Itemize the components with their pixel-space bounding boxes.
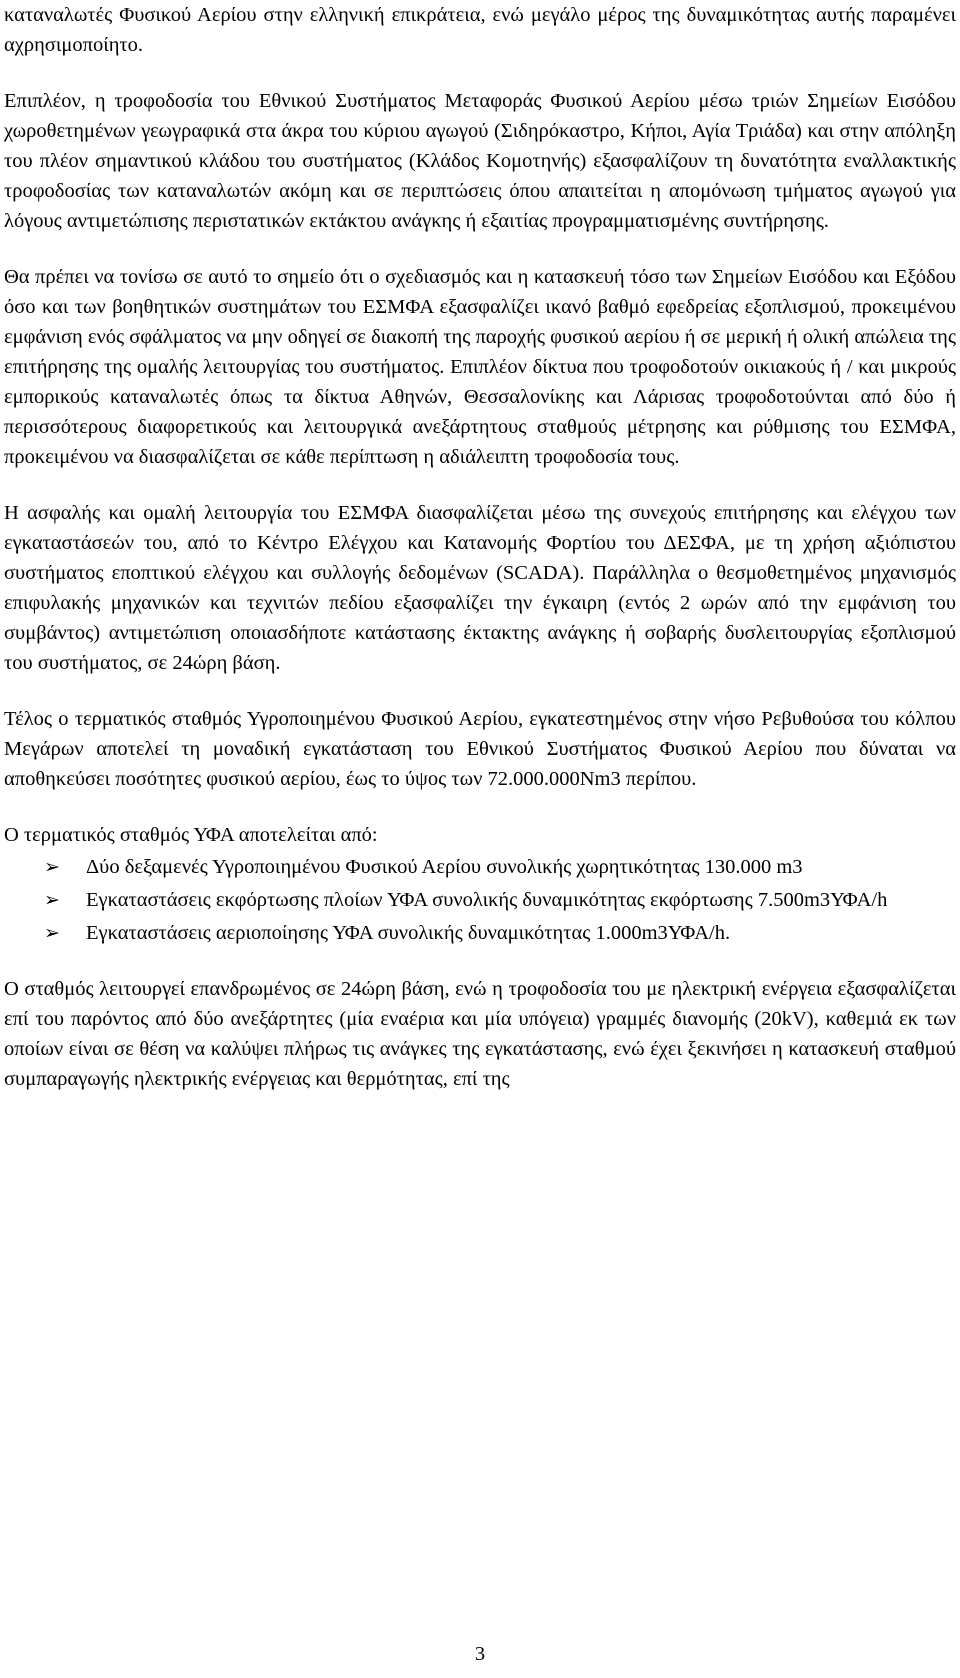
list-item: [4, 852, 956, 882]
list-item: [4, 918, 956, 948]
page-number: 3: [474, 1643, 486, 1665]
paragraph-3: Θα πρέπει να τονίσω σε αυτό το σημείο ότι ο σχεδιασμός και η κατασκευή τόσο των Σημείων Εισόδου και Εξόδου όσο και των βοηθητικών συστημάτων του ΕΣΜΦΑ εξασφαλίζει ικανό βαθμό εφεδρείας εξοπλισμού, προκειμένου εμφάνιση ενός σφάλματος να μην οδηγεί σε διακοπή της παροχής φυσικού αερίου ή σε μερική ή ολική απώλεια της επιτήρησης της ομαλής λειτουργίας του συστήματος. Επιπλέον δίκτυα που τροφοδοτούν οικιακούς ή / και μικρούς εμπορικούς καταναλωτές όπως τα δίκτυα Αθηνών, Θεσσαλονίκης και Λάρισας τροφοδοτούνται από δύο ή περισσότερους διαφορετικούς και λειτουργικά ανεξάρτητους σταθμούς μέτρησης και ρύθμισης του ΕΣΜΦΑ, προκειμένου να διασφαλίζεται σε κάθε περίπτωση η αδιάλειπτη τροφοδοσία τους.: [4, 266, 956, 468]
paragraph-1: καταναλωτές Φυσικού Αερίου στην ελληνική επικράτεια, ενώ μεγάλο μέρος της δυναμικότητας αυτής παραμένει αχρησιμοποίητο.: [4, 4, 956, 56]
paragraph-2: Επιπλέον, η τροφοδοσία του Εθνικού Συστήματος Μεταφοράς Φυσικού Αερίου μέσω τριών Σημείων Εισόδου χωροθετημένων γεωγραφικά στα άκρα του κύριου αγωγού (Σιδηρόκαστρο, Κήποι, Αγία Τριάδα) και στην απόληξη του πλέον σημαντικού κλάδου του συστήματος (Κλάδος Κομοτηνής) εξασφαλίζουν τη δυνατότητα εναλλακτικής τροφοδοσίας των καταναλωτών ακόμη και σε περιπτώσεις όπου απαιτείται η απομόνωση τμήματος αγωγού για λόγους αντιμετώπισης περιστατικών εκτάκτου ανάγκης ή εξαιτίας προγραμματισμένης συντήρησης.: [4, 90, 956, 232]
paragraph-5: Τέλος ο τερματικός σταθμός Υγροποιημένου Φυσικού Αερίου, εγκατεστημένος στην νήσο Ρεβυθούσα του κόλπου Μεγάρων αποτελεί τη μοναδική εγκατάσταση του Εθνικού Συστήματος Φυσικού Αερίου που δύναται να αποθηκεύσει ποσότητες φυσικού αερίου, έως το ύψος των 72.000.000Nm3 περίπου.: [4, 708, 956, 790]
arrow-bullet-icon: ➢: [44, 889, 60, 911]
paragraph-4: Η ασφαλής και ομαλή λειτουργία του ΕΣΜΦΑ διασφαλίζεται μέσω της συνεχούς επιτήρησης και ελέγχου των εγκαταστάσεών του, από το Κέντρο Ελέγχου και Κατανομής Φορτίου του ΔΕΣΦΑ, με τη χρήση αξιόπιστου συστήματος εποπτικού ελέγχου και συλλογής δεδομένων (SCADA). Παράλληλα ο θεσμοθετημένος μηχανισμός επιφυλακής μηχανικών και τεχνιτών πεδίου εξασφαλίζει την έγκαιρη (εντός 2 ωρών από την εμφάνιση του συμβάντος) αντιμετώπιση οποιασδήποτε κατάστασης έκτακτης ανάγκης ή σοβαρής δυσλειτουργίας εξοπλισμού του συστήματος, σε 24ώρη βάση.: [4, 502, 956, 674]
final-paragraph: Ο σταθμός λειτουργεί επανδρωμένος σε 24ώρη βάση, ενώ η τροφοδοσία του με ηλεκτρική ενέργεια εξασφαλίζεται επί του παρόντος από δύο ανεξάρτητες (μία εναέρια και μία υπόγεια) γραμμές διανομής (20kV), καθεμιά εκ των οποίων είναι σε θέση να καλύψει πλήρως τις ανάγκες της εγκατάστασης, ενώ έχει ξεκινήσει η κατασκευή σταθμού συμπαραγωγής ηλεκτρικής ενέργειας και θερμότητας, επί της: [4, 978, 956, 1090]
list-item: [4, 885, 956, 915]
arrow-bullet-icon: ➢: [44, 856, 60, 878]
list-item-text: Δύο δεξαμενές Υγροποιημένου Φυσικού Αερίου συνολικής χωρητικότητας 130.000 m3: [86, 856, 803, 878]
list-item-text: Εγκαταστάσεις εκφόρτωσης πλοίων ΥΦΑ συνολικής δυναμικότητας εκφόρτωσης 7.500m3ΥΦΑ/h: [86, 889, 888, 911]
list-item-text: Εγκαταστάσεις αεριοποίησης ΥΦΑ συνολικής δυναμικότητας 1.000m3ΥΦΑ/h.: [86, 922, 731, 944]
bullet-list: [4, 852, 956, 948]
list-intro: Ο τερματικός σταθμός ΥΦΑ αποτελείται από:: [4, 824, 378, 846]
arrow-bullet-icon: ➢: [44, 922, 60, 944]
document-page: [4, 0, 956, 1120]
